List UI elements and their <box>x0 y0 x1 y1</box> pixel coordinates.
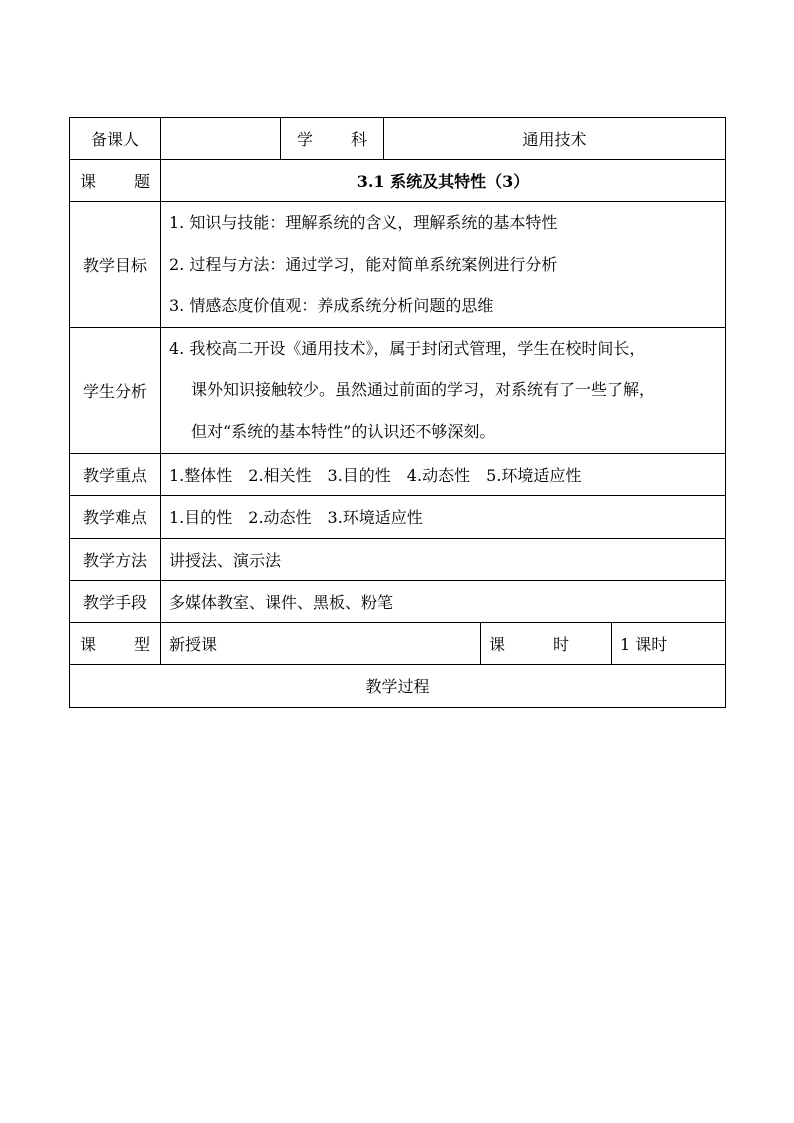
difficulties-label: 教学难点 <box>70 495 161 538</box>
objective-item: 2. 过程与方法：通过学习，能对简单系统案例进行分析 <box>169 254 558 274</box>
students-line: 4. 我校高二开设《通用技术》，属于封闭式管理，学生在校时间长， <box>169 338 646 358</box>
row-lesson-type <box>70 622 726 664</box>
row-topic <box>70 160 726 202</box>
row-difficulties <box>70 495 726 538</box>
row-header <box>70 118 726 160</box>
row-objectives <box>70 202 726 328</box>
objectives-content <box>161 202 726 328</box>
subject-label <box>281 118 384 160</box>
hours-label <box>481 622 612 664</box>
topic-label <box>70 160 161 202</box>
topic-label-text: 课 题 <box>80 172 150 191</box>
subject-value: 通用技术 <box>384 118 726 160</box>
objectives-label: 教学目标 <box>70 202 161 328</box>
students-line: 但对“系统的基本特性”的认识还不够深刻。 <box>191 421 496 441</box>
key-points-value: 1.整体性 2.相关性 3.目的性 4.动态性 5.环境适应性 <box>161 453 726 495</box>
row-process <box>70 664 726 707</box>
process-header: 教学过程 <box>70 664 726 707</box>
subject-label-text: 学 科 <box>297 130 367 149</box>
row-means <box>70 580 726 622</box>
methods-value: 讲授法、演示法 <box>161 538 726 580</box>
lesson-type-label-text: 课 型 <box>80 634 150 654</box>
preparer-label: 备课人 <box>70 118 161 160</box>
lesson-type-value: 新授课 <box>161 622 481 664</box>
key-points-label: 教学重点 <box>70 453 161 495</box>
row-key-points <box>70 453 726 495</box>
row-students <box>70 327 726 453</box>
topic-value <box>161 160 726 202</box>
means-label: 教学手段 <box>70 580 161 622</box>
row-methods <box>70 538 726 580</box>
difficulties-value: 1.目的性 2.动态性 3.环境适应性 <box>161 495 726 538</box>
lesson-plan-table <box>69 117 726 708</box>
hours-value: 1 课时 <box>612 622 726 664</box>
hours-label-text: 课 时 <box>489 634 569 654</box>
means-value: 多媒体教室、课件、黑板、粉笔 <box>161 580 726 622</box>
objective-item: 1. 知识与技能：理解系统的含义，理解系统的基本特性 <box>169 213 558 232</box>
students-line: 课外知识接触较少。虽然通过前面的学习，对系统有了一些了解， <box>191 380 656 400</box>
topic-value-text: 3.1 系统及其特性（3） <box>356 172 530 191</box>
objective-item: 3. 情感态度价值观：养成系统分析问题的思维 <box>169 296 494 315</box>
preparer-value <box>161 118 281 160</box>
methods-label: 教学方法 <box>70 538 161 580</box>
students-content <box>161 327 726 453</box>
lesson-type-label <box>70 622 161 664</box>
students-label: 学生分析 <box>70 327 161 453</box>
